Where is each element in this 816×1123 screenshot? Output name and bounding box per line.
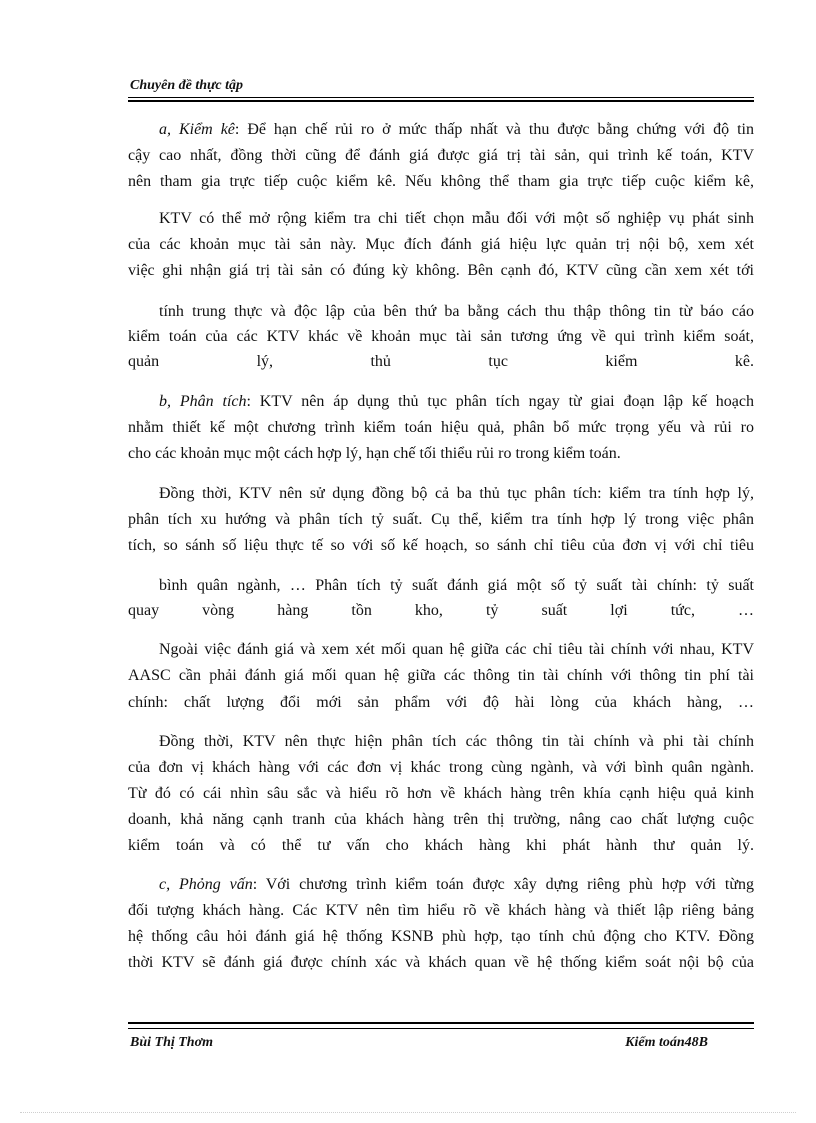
- text-line: c, Phỏng vấn: Với chương trình kiểm toán được xây dựng riêng phù hợp với từng: [159, 876, 754, 893]
- text-line: kiểm toán của các KTV khác về khoản mục tài sản tương ứng về qui trình kiểm soát,: [128, 328, 754, 345]
- text-line: chính: chất lượng đổi mới sản phẩm với độ hài lòng của khách hàng, …: [128, 694, 754, 711]
- header-title: Chuyên đề thực tập: [130, 78, 244, 93]
- text-line: việc ghi nhận giá trị tài sản có đúng kỳ không. Bên cạnh đó, KTV cũng cần xem xét tới: [128, 262, 754, 279]
- text-line: b, Phân tích: KTV nên áp dụng thủ tục phân tích ngay từ giai đoạn lập kế hoạch: [159, 393, 754, 410]
- text-line: nhằm thiết kế một chương trình kiểm toán hiệu quả, phân bổ mức trọng yếu và rủi ro: [128, 419, 754, 436]
- footer-class: Kiểm toán48B: [625, 1035, 708, 1050]
- text-line: cho các khoản mục một cách hợp lý, hạn chế tối thiểu rủi ro trong kiểm toán.: [128, 445, 621, 462]
- text-line: tích, so sánh số liệu thực tế so với số kế hoạch, so sánh chỉ tiêu của đơn vị với chỉ tiêu: [128, 537, 754, 554]
- footer-rule-thick: [128, 1022, 754, 1024]
- text-line: Đồng thời, KTV nên thực hiện phân tích các thông tin tài chính và phi tài chính: [159, 733, 754, 750]
- text-line: quay vòng hàng tồn kho, tỷ suất lợi tức, …: [128, 602, 754, 619]
- text-line: đối tượng khách hàng. Các KTV nên tìm hiểu rõ về khách hàng và thiết lập riêng bảng: [128, 902, 754, 919]
- text-line: Từ đó có cái nhìn sâu sắc và hiểu rõ hơn về khách hàng trên khía cạnh hiệu quả kinh: [128, 785, 754, 802]
- footer-rule-thin: [128, 1028, 754, 1029]
- header-rule-thick: [128, 100, 754, 102]
- text-line: doanh, khả năng cạnh tranh của khách hàng trên thị trường, nâng cao chất lượng cuộc: [128, 811, 754, 828]
- section-label-kiem-ke: a, Kiểm kê: [159, 121, 235, 138]
- footer-author: Bùi Thị Thơm: [130, 1035, 213, 1050]
- text-line: AASC cần phải đánh giá mối quan hệ giữa các thông tin tài chính với thông tin phí tài: [128, 667, 754, 684]
- text-line: bình quân ngành, … Phân tích tỷ suất đánh giá một số tỷ suất tài chính: tỷ suất: [159, 577, 754, 594]
- text-line: Ngoài việc đánh giá và xem xét mối quan hệ giữa các chỉ tiêu tài chính với nhau, KTV: [159, 641, 754, 658]
- text-line: quản lý, thủ tục kiểm kê.: [128, 353, 754, 370]
- page-bottom-edge: [20, 1112, 796, 1113]
- section-label-phan-tich: b, Phân tích: [159, 393, 247, 410]
- text-line: cậy cao nhất, đồng thời cũng để đánh giá được giá trị tài sản, qui trình kế toán, KTV: [128, 147, 754, 164]
- text-line: thời KTV sẽ đánh giá được chính xác và khách quan về hệ thống kiểm soát nội bộ của: [128, 954, 754, 971]
- text-line: tính trung thực và độc lập của bên thứ ba bằng cách thu thập thông tin từ báo cáo: [159, 303, 754, 320]
- text-line: hệ thống câu hỏi đánh giá hệ thống KSNB phù hợp, tạo tính chủ động cho KTV. Đồng: [128, 928, 754, 945]
- text-line: Đồng thời, KTV nên sử dụng đồng bộ cả ba thủ tục phân tích: kiểm tra tính hợp lý,: [159, 485, 754, 502]
- text-line: phân tích xu hướng và phân tích tỷ suất. Cụ thể, kiểm tra tính hợp lý trong việc phân: [128, 511, 754, 528]
- text-line: của các khoản mục tài sản này. Mục đích đánh giá hiệu lực quản trị nội bộ, xem xét: [128, 236, 754, 253]
- header-rule-thin: [128, 97, 754, 98]
- text-line: KTV có thể mở rộng kiểm tra chi tiết chọn mẫu đối với một số nghiệp vụ phát sinh: [159, 210, 754, 227]
- text-line: nên tham gia trực tiếp cuộc kiểm kê. Nếu không thể tham gia trực tiếp cuộc kiểm kê,: [128, 173, 754, 190]
- text-line: kiểm toán và có thể tư vấn cho khách hàng khi phát hành thư quản lý.: [128, 837, 754, 854]
- text-line: của đơn vị khách hàng với các đơn vị khác trong cùng ngành, và với bình quân ngành.: [128, 759, 754, 776]
- text-line: a, Kiểm kê: Để hạn chế rủi ro ở mức thấp nhất và thu được bằng chứng với độ tin: [159, 121, 754, 138]
- section-label-phong-van: c, Phỏng vấn: [159, 876, 253, 893]
